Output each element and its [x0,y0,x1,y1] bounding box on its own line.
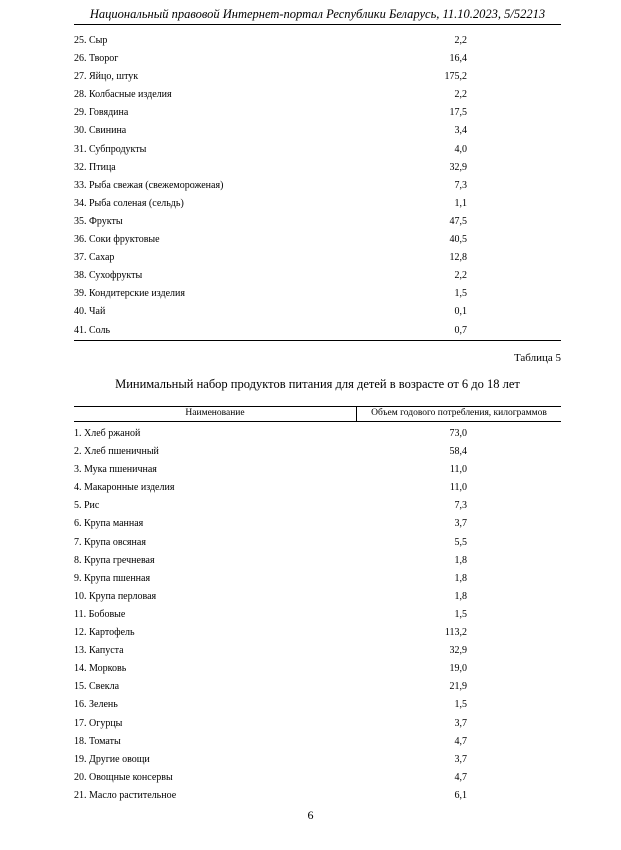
annual-volume: 5,5 [454,536,467,548]
annual-volume: 21,9 [449,681,467,693]
table-row [74,678,561,696]
page-header: Национальный правовой Интернет-портал Республики Беларусь, 11.10.2023, 5/52213 [89,7,546,21]
product-name: 19. Другие овощи [74,753,150,765]
table-row [74,733,561,751]
table-row [74,443,561,461]
annual-volume: 1,5 [454,608,467,620]
table5-header-bottom-rule [74,421,561,422]
table-row [74,570,561,588]
product-name: 36. Соки фруктовые [74,234,160,246]
annual-volume: 3,7 [454,717,467,729]
table-row [74,213,561,231]
table-row [74,141,561,159]
annual-volume: 11,0 [449,464,467,476]
table-row [74,303,561,321]
column-header-name: Наименование [185,408,245,418]
annual-volume: 1,8 [454,590,467,602]
table-row [74,751,561,769]
annual-volume: 4,7 [454,735,467,747]
annual-volume: 7,3 [454,500,467,512]
table-row [74,50,561,68]
table-row [74,479,561,497]
product-name: 40. Чай [74,306,106,318]
products-table-continued [74,32,561,340]
table-row [74,461,561,479]
product-name: 13. Капуста [74,645,124,657]
annual-volume: 19,0 [449,663,467,675]
annual-volume: 113,2 [444,627,467,639]
table-row [74,177,561,195]
annual-volume: 175,2 [444,71,467,83]
annual-volume: 4,0 [454,143,467,155]
annual-volume: 1,5 [454,288,467,300]
table-row [74,534,561,552]
product-name: 11. Бобовые [74,608,126,620]
annual-volume: 2,2 [454,35,467,46]
product-name: 18. Томаты [74,735,121,747]
product-name: 4. Макаронные изделия [74,482,175,494]
product-name: 21. Масло растительное [74,789,177,801]
table5-header [74,407,561,421]
annual-volume: 73,0 [449,428,467,439]
product-name: 16. Зелень [74,699,118,711]
annual-volume: 2,2 [454,89,467,101]
product-name: 33. Рыба свежая (свежемороженая) [74,179,224,191]
annual-volume: 2,2 [454,270,467,282]
product-name: 35. Фрукты [74,215,123,227]
annual-volume: 32,9 [449,645,467,657]
column-header-volume: Объем годового потребления, килограммов [371,408,547,418]
product-name: 32. Птица [74,161,116,173]
table-row [74,68,561,86]
product-name: 39. Кондитерские изделия [74,288,185,300]
table-row [74,231,561,249]
product-name: 2. Хлеб пшеничный [74,446,159,458]
annual-volume: 6,1 [454,789,467,801]
table-number-label: Таблица 5 [513,352,561,364]
table-row [74,249,561,267]
table-row [74,642,561,660]
product-name: 3. Мука пшеничная [74,464,157,476]
product-name: 34. Рыба соленая (сельдь) [74,197,184,209]
table-row [74,588,561,606]
annual-volume: 16,4 [449,53,467,65]
annual-volume: 1,8 [454,572,467,584]
product-name: 37. Сахар [74,252,115,264]
table-row [74,425,561,443]
annual-volume: 12,8 [449,252,467,264]
table-row [74,769,561,787]
annual-volume: 17,5 [449,107,467,119]
annual-volume: 40,5 [449,234,467,246]
product-name: 41. Соль [74,324,111,336]
annual-volume: 1,8 [454,554,467,566]
annual-volume: 1,1 [454,197,467,209]
table-row [74,606,561,624]
table-row [74,787,561,805]
top-table-bottom-rule [74,340,561,341]
annual-volume: 3,4 [454,125,467,137]
product-name: 29. Говядина [74,107,129,119]
product-name: 27. Яйцо, штук [74,71,139,83]
annual-volume: 47,5 [449,215,467,227]
table-row [74,552,561,570]
product-name: 31. Субпродукты [74,143,147,155]
table-row [74,497,561,515]
annual-volume: 0,1 [454,306,467,318]
product-name: 7. Крупа овсяная [74,536,146,548]
table-row [74,285,561,303]
table-row [74,159,561,177]
annual-volume: 3,7 [454,518,467,530]
annual-volume: 4,7 [454,771,467,783]
product-name: 1. Хлеб ржаной [74,428,141,439]
product-name: 6. Крупа манная [74,518,144,530]
product-name: 10. Крупа перловая [74,590,157,602]
table-row [74,86,561,104]
annual-volume: 0,7 [454,324,467,336]
table-row [74,696,561,714]
annual-volume: 7,3 [454,179,467,191]
table-row [74,322,561,340]
table-row [74,104,561,122]
table-row [74,624,561,642]
table-row [74,660,561,678]
product-name: 38. Сухофрукты [74,270,143,282]
header-rule [74,24,561,25]
product-name: 17. Огурцы [74,717,123,729]
product-name: 28. Колбасные изделия [74,89,172,101]
annual-volume: 1,5 [454,699,467,711]
table-row [74,32,561,50]
products-table-children [74,425,561,805]
product-name: 5. Рис [74,500,100,512]
annual-volume: 32,9 [449,161,467,173]
product-name: 25. Сыр [74,35,108,46]
product-name: 9. Крупа пшенная [74,572,151,584]
product-name: 26. Творог [74,53,119,65]
product-name: 20. Овощные консервы [74,771,173,783]
table-row [74,195,561,213]
table-row [74,715,561,733]
annual-volume: 11,0 [449,482,467,494]
product-name: 12. Картофель [74,627,135,639]
table-title: Минимальный набор продуктов питания для детей в возрасте от 6 до 18 лет [115,377,520,391]
table-row [74,515,561,533]
table-row [74,267,561,285]
page-number: 6 [307,808,314,822]
table-row [74,122,561,140]
annual-volume: 58,4 [449,446,467,458]
product-name: 14. Морковь [74,663,127,675]
product-name: 30. Свинина [74,125,127,137]
annual-volume: 3,7 [454,753,467,765]
product-name: 15. Свекла [74,681,120,693]
product-name: 8. Крупа гречневая [74,554,155,566]
